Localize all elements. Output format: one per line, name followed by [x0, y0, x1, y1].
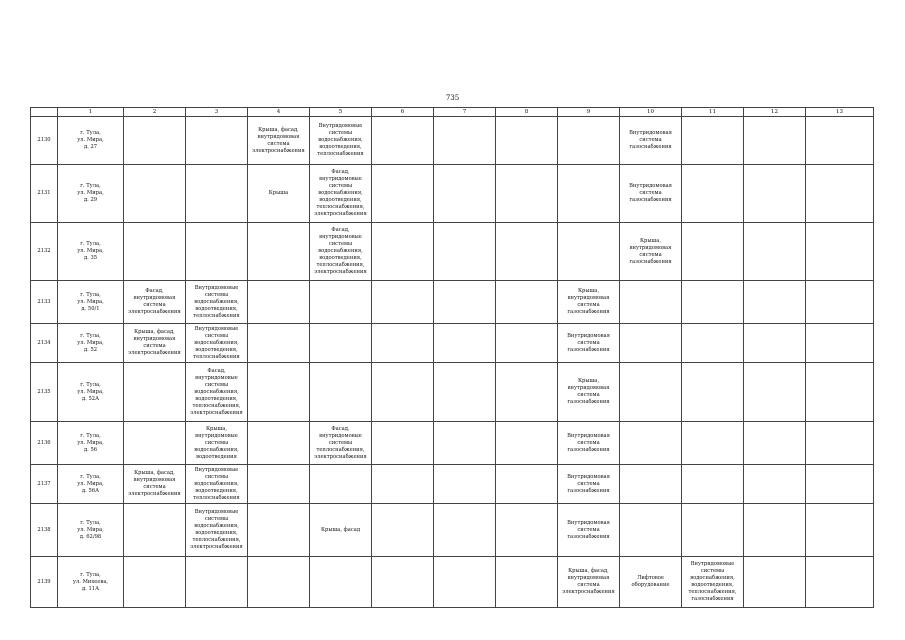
- table-cell: [806, 422, 874, 465]
- table-cell: Внутридомовые системы водоснабжения, водоотведения, теплоснабжения: [186, 465, 248, 504]
- table-cell: Крыша, внутридомовая система газоснабжения: [558, 281, 620, 324]
- table-cell: [682, 504, 744, 557]
- table-cell: [496, 465, 558, 504]
- table-cell: Фасад, внутридомовые системы теплоснабжения, электроснабжения: [310, 422, 372, 465]
- table-cell: [186, 223, 248, 281]
- table-cell: [124, 117, 186, 165]
- table-cell: [372, 557, 434, 608]
- table-cell: Внутридомовые системы водоснабжения, водоотведения, теплоснабжения: [186, 324, 248, 363]
- table-cell: [496, 117, 558, 165]
- table-row: [31, 465, 874, 504]
- table-cell: [806, 165, 874, 223]
- table-cell: [682, 223, 744, 281]
- table-cell: Лифтовое оборудование: [620, 557, 682, 608]
- table-cell: [682, 465, 744, 504]
- table-cell: [248, 324, 310, 363]
- table-cell: [186, 117, 248, 165]
- table-cell: [744, 117, 806, 165]
- table-row: [31, 165, 874, 223]
- header-blank-cell: [31, 108, 58, 117]
- table-cell: [124, 223, 186, 281]
- table-cell: Внутридомовые системы водоснабжения, водоотведения, теплоснабжения, электроснабжения: [186, 504, 248, 557]
- table-row: [31, 422, 874, 465]
- table-row: [31, 324, 874, 363]
- table-cell: [496, 165, 558, 223]
- table-cell: [744, 422, 806, 465]
- table-cell: [744, 324, 806, 363]
- column-header: 1: [58, 108, 124, 117]
- table-cell: [744, 223, 806, 281]
- table-cell: [744, 363, 806, 422]
- table-cell: [806, 504, 874, 557]
- row-number: 2130: [31, 117, 58, 165]
- table-cell: [310, 465, 372, 504]
- column-header: 5: [310, 108, 372, 117]
- table-cell: Крыша, внутридомовые системы водоснабжения, водоотведения: [186, 422, 248, 465]
- table-cell: [186, 557, 248, 608]
- table-cell: [372, 324, 434, 363]
- row-number: 2133: [31, 281, 58, 324]
- table-cell: [372, 165, 434, 223]
- table-cell: [124, 165, 186, 223]
- column-header: 4: [248, 108, 310, 117]
- table-cell: [682, 363, 744, 422]
- table-cell: [744, 281, 806, 324]
- table-cell: [806, 117, 874, 165]
- table-cell: [806, 324, 874, 363]
- table-cell: [124, 504, 186, 557]
- table-cell: [434, 117, 496, 165]
- address-cell: г. Тула, ул. Мира, д. 56А: [58, 465, 124, 504]
- table-cell: [744, 557, 806, 608]
- address-cell: г. Тула, ул. Мира, д. 52: [58, 324, 124, 363]
- table-cell: [434, 281, 496, 324]
- table-row: [31, 363, 874, 422]
- row-number: 2131: [31, 165, 58, 223]
- column-header: 12: [744, 108, 806, 117]
- table-row: [31, 117, 874, 165]
- table-cell: [620, 363, 682, 422]
- table-cell: [248, 281, 310, 324]
- table-row: [31, 504, 874, 557]
- table-cell: [682, 324, 744, 363]
- table-cell: [434, 363, 496, 422]
- table-cell: [496, 281, 558, 324]
- table-cell: [682, 422, 744, 465]
- table-cell: Внутридомовые системы водоснабжения, водоотведения, теплоснабжения, газоснабжения: [682, 557, 744, 608]
- table-cell: Внутридомовая система газоснабжения: [558, 465, 620, 504]
- table-cell: Фасад, внутридомовая система электроснабжения: [124, 281, 186, 324]
- table-cell: Фасад, внутридомовые системы водоснабжения, водоотведения, теплоснабжения, электроснабжения: [186, 363, 248, 422]
- column-header: 9: [558, 108, 620, 117]
- column-header: 8: [496, 108, 558, 117]
- table-cell: [620, 281, 682, 324]
- table-cell: Крыша: [248, 165, 310, 223]
- address-cell: г. Тула, ул. Мира, д. 62/98: [58, 504, 124, 557]
- column-header: 13: [806, 108, 874, 117]
- table-cell: [248, 557, 310, 608]
- address-cell: г. Тула, ул. Мира, д. 35: [58, 223, 124, 281]
- table-cell: [434, 557, 496, 608]
- column-header: 2: [124, 108, 186, 117]
- table-cell: Фасад, внутридомовые системы водоснабжения, водоотведения, теплоснабжения, электроснабжения: [310, 165, 372, 223]
- table-cell: [372, 223, 434, 281]
- row-number: 2135: [31, 363, 58, 422]
- column-header: 10: [620, 108, 682, 117]
- table-cell: Внутридомовые системы водоснабжения, водоотведения, теплоснабжения: [310, 117, 372, 165]
- table-cell: [496, 223, 558, 281]
- table-cell: Внутридомовые системы водоснабжения, водоотведения, теплоснабжения: [186, 281, 248, 324]
- table-cell: [620, 465, 682, 504]
- table-cell: [682, 165, 744, 223]
- address-cell: г. Тула, ул. Мира, д. 27: [58, 117, 124, 165]
- table-row: [31, 557, 874, 608]
- table-cell: [372, 504, 434, 557]
- column-header: 11: [682, 108, 744, 117]
- table-cell: [434, 223, 496, 281]
- table-cell: Крыша, фасад, внутридомовая система электроснабжения: [558, 557, 620, 608]
- table-cell: Крыша, фасад, внутридомовая система электроснабжения: [124, 324, 186, 363]
- table-cell: [496, 422, 558, 465]
- table-cell: [558, 223, 620, 281]
- row-number: 2132: [31, 223, 58, 281]
- row-number: 2138: [31, 504, 58, 557]
- table-cell: Крыша, внутридомовая система газоснабжения: [558, 363, 620, 422]
- table-cell: [682, 281, 744, 324]
- table-cell: [372, 422, 434, 465]
- address-cell: г. Тула, ул. Мира, д. 52А: [58, 363, 124, 422]
- address-cell: г. Тула, ул. Михеева, д. 11А: [58, 557, 124, 608]
- address-cell: г. Тула, ул. Мира, д. 50/1: [58, 281, 124, 324]
- table-row: [31, 223, 874, 281]
- header-row: [31, 108, 874, 117]
- row-number: 2134: [31, 324, 58, 363]
- table-cell: [124, 363, 186, 422]
- table-cell: Крыша, фасад: [310, 504, 372, 557]
- table-cell: Внутридомовая система газоснабжения: [558, 504, 620, 557]
- data-table: [30, 107, 874, 608]
- table-cell: Внутридомовая система газоснабжения: [620, 117, 682, 165]
- column-header: 6: [372, 108, 434, 117]
- table-row: [31, 281, 874, 324]
- table-cell: [310, 324, 372, 363]
- table-cell: Внутридомовая система газоснабжения: [558, 422, 620, 465]
- row-number: 2139: [31, 557, 58, 608]
- page-number: 735: [445, 94, 460, 102]
- table-cell: [248, 223, 310, 281]
- table-cell: [558, 165, 620, 223]
- table-cell: [124, 422, 186, 465]
- address-cell: г. Тула, ул. Мира, д. 29: [58, 165, 124, 223]
- table-cell: [372, 117, 434, 165]
- row-number: 2136: [31, 422, 58, 465]
- table-cell: [248, 504, 310, 557]
- table-cell: [434, 465, 496, 504]
- table-cell: [372, 465, 434, 504]
- table-cell: [248, 465, 310, 504]
- table-cell: [620, 422, 682, 465]
- table-cell: [434, 165, 496, 223]
- table-cell: [744, 504, 806, 557]
- table-cell: [434, 422, 496, 465]
- table-cell: Крыша, фасад, внутридомовая система электроснабжения: [124, 465, 186, 504]
- table-cell: [620, 504, 682, 557]
- table-cell: [496, 324, 558, 363]
- table-cell: [248, 422, 310, 465]
- table-cell: [744, 165, 806, 223]
- table-cell: [806, 223, 874, 281]
- table-cell: Крыша, внутридомовая система газоснабжения: [620, 223, 682, 281]
- row-number: 2137: [31, 465, 58, 504]
- column-header: 7: [434, 108, 496, 117]
- table-cell: [496, 504, 558, 557]
- column-header: 3: [186, 108, 248, 117]
- table-cell: [496, 557, 558, 608]
- table-cell: Внутридомовая система газоснабжения: [620, 165, 682, 223]
- table-cell: [372, 363, 434, 422]
- table-cell: [806, 465, 874, 504]
- table-cell: [434, 504, 496, 557]
- table-cell: [124, 557, 186, 608]
- address-cell: г. Тула, ул. Мира, д. 56: [58, 422, 124, 465]
- table-cell: [248, 363, 310, 422]
- table-cell: [806, 281, 874, 324]
- table-cell: [620, 324, 682, 363]
- table-cell: [744, 465, 806, 504]
- table-cell: [310, 281, 372, 324]
- table-cell: [310, 557, 372, 608]
- table-cell: Крыша, фасад, внутридомовая система электроснабжения: [248, 117, 310, 165]
- table-cell: [682, 117, 744, 165]
- table-cell: Фасад, внутридомовые системы водоснабжения, водоотведения, теплоснабжения, электроснабжения: [310, 223, 372, 281]
- table-cell: [806, 557, 874, 608]
- table-cell: [310, 363, 372, 422]
- table-cell: [496, 363, 558, 422]
- table-cell: Внутридомовая система газоснабжения: [558, 324, 620, 363]
- table-cell: [186, 165, 248, 223]
- table-cell: [372, 281, 434, 324]
- table-cell: [434, 324, 496, 363]
- table-cell: [558, 117, 620, 165]
- table-cell: [806, 363, 874, 422]
